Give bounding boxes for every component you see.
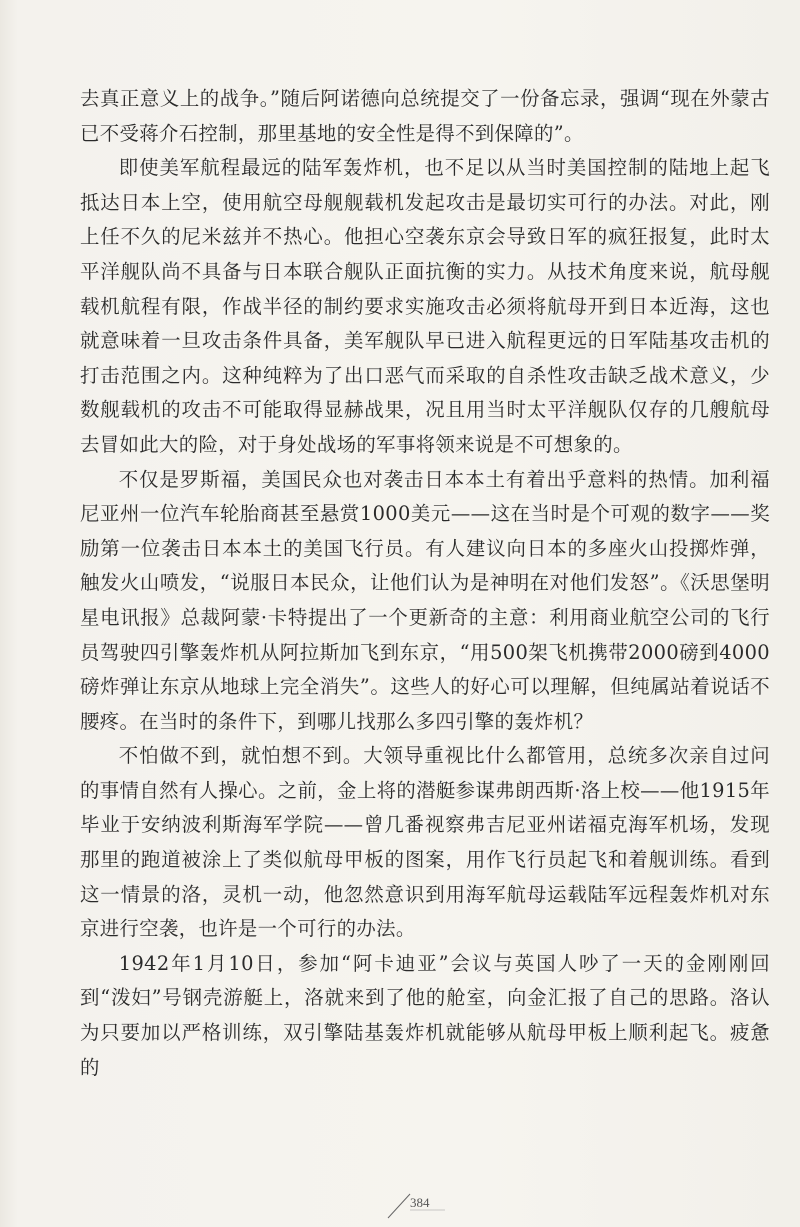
page-footer	[370, 1180, 450, 1220]
paragraph: 即使美军航程最远的陆军轰炸机，也不足以从当时美国控制的陆地上起飞抵达日本上空，使用航空母舰舰载机发起攻击是最切实可行的办法。对此，刚上任不久的尼米兹并不热心。他担心空袭东京会导致日军的疯狂报复，此时太平洋舰队尚不具备与日本联合舰队正面抗衡的实力。从技术角度来说，航母舰载机航程有限，作战半径的制约要求实施攻击必须将航母开到日本近海，这也就意味着一旦攻击条件具备，美军舰队早已进入航程更远的日军陆基攻击机的打击范围之内。这种纯粹为了出口恶气而采取的自杀性攻击缺乏战术意义，少数舰载机的攻击不可能取得显赫战果，况且用当时太平洋舰队仅存的几艘航母去冒如此大的险，对于身处战场的军事将领来说是不可想象的。	[80, 156, 770, 456]
paragraph: 去真正意义上的战争。”随后阿诺德向总统提交了一份备忘录，强调“现在外蒙古已不受蒋介石控制，那里基地的安全性是得不到保障的”。	[80, 87, 770, 145]
paragraph: 不怕做不到，就怕想不到。大领导重视比什么都管用，总统多次亲自过问的事情自然有人操心。之前，金上将的潜艇参谋弗朗西斯·洛上校——他1915年毕业于安纳波利斯海军学院——曾几番视察弗吉尼亚州诺福克海军机场，发现那里的跑道被涂上了类似航母甲板的图案，用作飞行员起飞和着舰训练。看到这一情景的洛，灵机一动，他忽然意识到用海军航母运载陆军远程轰炸机对东京进行空袭，也许是一个可行的办法。	[80, 744, 770, 941]
body-text	[80, 82, 770, 1085]
page-number: 384	[410, 1195, 430, 1210]
paragraph: 1942年1月10日，参加“阿卡迪亚”会议与英国人吵了一天的金刚刚回到“泼妇”号钢壳游艇上，洛就来到了他的舱室，向金汇报了自己的思路。洛认为只要加以严格训练，双引擎陆基轰炸机就能够从航母甲板上顺利起飞。疲惫的	[80, 951, 770, 1079]
paragraph: 不仅是罗斯福，美国民众也对袭击日本本土有着出乎意料的热情。加利福尼亚州一位汽车轮胎商甚至悬赏1000美元——这在当时是个可观的数字——奖励第一位袭击日本本土的美国飞行员。有人建议向日本的多座火山投掷炸弹，触发火山喷发，“说服日本民众，让他们认为是神明在对他们发怒”。《沃思堡明星电讯报》总裁阿蒙·卡特提出了一个更新奇的主意：利用商业航空公司的飞行员驾驶四引擎轰炸机从阿拉斯加飞到东京，“用500架飞机携带2000磅到4000磅炸弹让东京从地球上完全消失”。这些人的好心可以理解，但纯属站着说话不腰疼。在当时的条件下，到哪儿找那么多四引擎的轰炸机？	[80, 467, 770, 733]
